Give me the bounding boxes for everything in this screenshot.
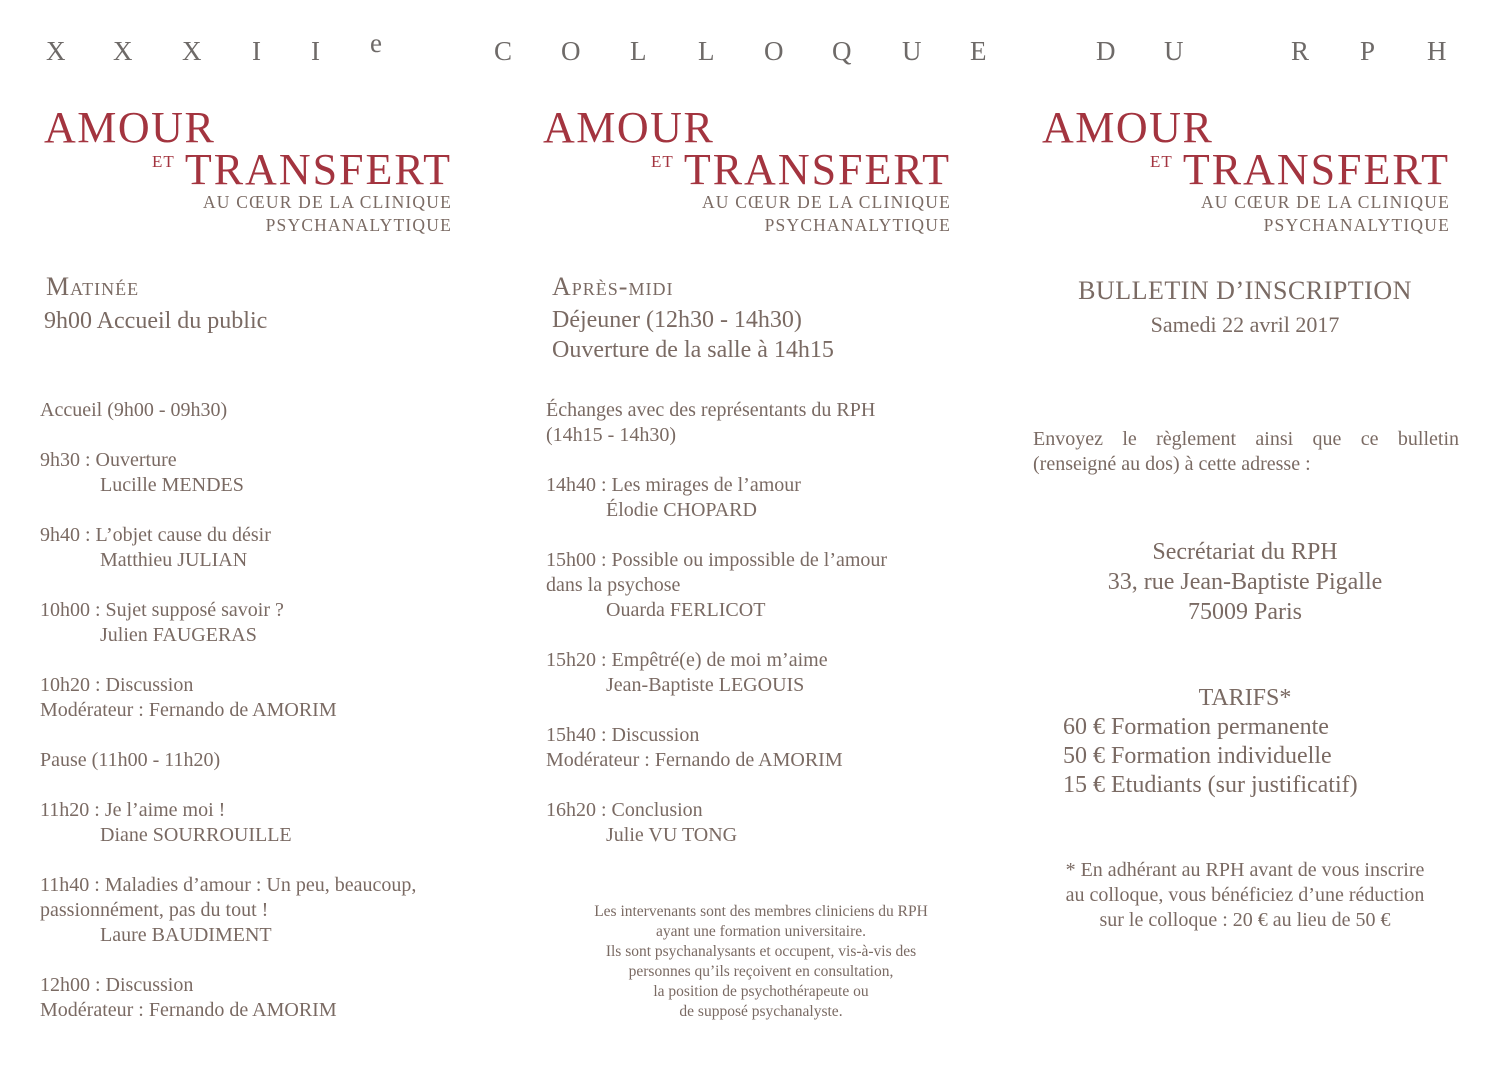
note-line: Les intervenants sont des membres cliniciens du RPH	[594, 903, 928, 920]
tarif-line: 60 € Formation permanente	[1063, 714, 1329, 740]
header-letter: I	[252, 36, 261, 66]
header-letter: X	[182, 36, 202, 66]
program-item	[40, 973, 500, 1023]
program-speaker: Lucille MENDES	[100, 474, 244, 496]
program-speaker: Julie VU TONG	[606, 824, 738, 846]
header-letter: L	[698, 36, 715, 66]
program-item	[546, 548, 986, 623]
title-amour: AMOUR	[543, 103, 715, 152]
program-item	[40, 523, 500, 573]
program-speaker: Matthieu JULIAN	[100, 549, 248, 571]
title-et: ET	[1150, 152, 1173, 171]
program-line: Pause (11h00 - 11h20)	[40, 749, 221, 771]
program-speaker: Ouarda FERLICOT	[606, 599, 766, 621]
header-letter: Q	[832, 36, 852, 66]
address-line: 33, rue Jean-Baptiste Pigalle	[1107, 569, 1383, 595]
matinee-accueil-public: 9h00 Accueil du public	[44, 308, 268, 334]
program-item	[40, 598, 500, 648]
header-letter: O	[764, 36, 784, 66]
bulletin-instructions	[1033, 427, 1459, 477]
title-block-2	[543, 103, 951, 246]
matinee-heading: Matinée	[46, 272, 140, 301]
program-line-cont: (14h15 - 14h30)	[546, 424, 676, 446]
footnote-line: * En adhérant au RPH avant de vous inscrire	[1065, 859, 1425, 881]
address-line: Secrétariat du RPH	[1152, 539, 1338, 565]
program-item	[546, 473, 986, 523]
bulletin-heading: BULLETIN D’INSCRIPTION	[1078, 276, 1412, 305]
program-item	[40, 748, 500, 773]
tarifs-heading: TARIFS*	[1198, 685, 1292, 711]
note-line: la position de psychothérapeute ou	[653, 983, 869, 1000]
program-speaker: Julien FAUGERAS	[100, 624, 257, 646]
title-et: ET	[152, 152, 175, 171]
title-subtitle-line1: AU CŒUR DE LA CLINIQUE	[701, 192, 951, 212]
title-block-1	[44, 103, 452, 246]
header-letter-superscript: e	[370, 28, 382, 58]
program-line: 9h30 : Ouverture	[40, 449, 177, 471]
tarifs-block	[1030, 684, 1460, 800]
program-line: 15h00 : Possible ou impossible de l’amour	[546, 549, 888, 571]
tarif-line: 50 € Formation individuelle	[1063, 743, 1332, 769]
title-transfert: TRANSFERT	[1182, 145, 1450, 194]
program-moderator: Modérateur : Fernando de AMORIM	[40, 699, 337, 721]
header-letter: O	[561, 36, 581, 66]
header-letter: H	[1427, 36, 1447, 66]
title-amour: AMOUR	[44, 103, 216, 152]
program-line: 9h40 : L’objet cause du désir	[40, 524, 271, 546]
program-line: Échanges avec des représentants du RPH	[546, 399, 876, 421]
header-letter: E	[970, 36, 987, 66]
program-line: 12h00 : Discussion	[40, 974, 194, 996]
apresmidi-ouverture: Ouverture de la salle à 14h15	[552, 337, 834, 363]
program-item	[40, 448, 500, 498]
program-line: 10h20 : Discussion	[40, 674, 194, 696]
header-letter: X	[113, 36, 133, 66]
title-block-3	[1042, 103, 1450, 246]
header-letter: P	[1360, 36, 1376, 66]
title-amour: AMOUR	[1042, 103, 1214, 152]
title-subtitle-line1: AU CŒUR DE LA CLINIQUE	[1200, 192, 1450, 212]
program-moderator: Modérateur : Fernando de AMORIM	[546, 749, 843, 771]
program-item	[546, 398, 986, 448]
bulletin-address	[1030, 537, 1460, 627]
header-letter: U	[1164, 36, 1184, 66]
program-line-cont: passionnément, pas du tout !	[40, 899, 269, 921]
instructions-line2: (renseigné au dos) à cette adresse :	[1033, 453, 1311, 475]
footnote-line: au colloque, vous bénéficiez d’une réduction	[1065, 884, 1425, 906]
program-item	[40, 398, 500, 423]
bulletin-header	[1030, 276, 1460, 338]
program-moderator: Modérateur : Fernando de AMORIM	[40, 999, 337, 1021]
program-line: 10h00 : Sujet supposé savoir ?	[40, 599, 284, 621]
note-line: ayant une formation universitaire.	[655, 923, 867, 940]
program-speaker: Jean-Baptiste LEGOUIS	[606, 674, 805, 696]
program-line: 16h20 : Conclusion	[546, 799, 703, 821]
title-subtitle-line1: AU CŒUR DE LA CLINIQUE	[202, 192, 452, 212]
program-item	[546, 723, 986, 773]
program-item	[40, 798, 500, 848]
program-item	[40, 873, 500, 948]
apresmidi-dejeuner: Déjeuner (12h30 - 14h30)	[552, 307, 802, 333]
program-line-cont: dans la psychose	[546, 574, 681, 596]
header-letter: X	[46, 36, 66, 66]
program-item	[546, 798, 986, 848]
program-item	[40, 673, 500, 723]
intervenants-note	[546, 902, 976, 1022]
program-line: 11h20 : Je l’aime moi !	[40, 799, 226, 821]
adhesion-footnote	[1030, 858, 1460, 933]
program-speaker: Élodie CHOPARD	[606, 499, 757, 521]
note-line: de supposé psychanalyste.	[679, 1003, 843, 1020]
instructions-line1: Envoyez le règlement ainsi que ce bulletin	[1033, 428, 1459, 450]
header-letter: D	[1096, 36, 1116, 66]
program-line: Accueil (9h00 - 09h30)	[40, 399, 228, 421]
title-transfert: TRANSFERT	[683, 145, 951, 194]
title-subtitle-line2: PSYCHANALYTIQUE	[764, 215, 951, 235]
program-speaker: Laure BAUDIMENT	[100, 924, 272, 946]
footnote-line: sur le colloque : 20 € au lieu de 50 €	[1099, 909, 1391, 931]
header-letter: L	[630, 36, 647, 66]
header-letter: U	[902, 36, 922, 66]
program-item	[546, 648, 986, 698]
program-line: 15h40 : Discussion	[546, 724, 700, 746]
bulletin-date: Samedi 22 avril 2017	[1150, 312, 1340, 337]
title-subtitle-line2: PSYCHANALYTIQUE	[265, 215, 452, 235]
program-line: 15h20 : Empêtré(e) de moi m’aime	[546, 649, 828, 671]
title-subtitle-line2: PSYCHANALYTIQUE	[1263, 215, 1450, 235]
program-line: 14h40 : Les mirages de l’amour	[546, 474, 801, 496]
header-letter: R	[1291, 36, 1310, 66]
program-line: 11h40 : Maladies d’amour : Un peu, beaucoup,	[40, 874, 417, 896]
tarif-line: 15 € Etudiants (sur justificatif)	[1063, 772, 1358, 798]
matinee-program	[40, 398, 500, 1048]
address-line: 75009 Paris	[1188, 599, 1302, 625]
note-line: Ils sont psychanalysants et occupent, vis-à-vis des	[605, 943, 917, 960]
apresmidi-program	[546, 398, 986, 873]
note-line: personnes qu’ils reçoivent en consultation,	[628, 963, 894, 980]
apresmidi-heading: Après-midi	[552, 272, 674, 301]
header-letter: C	[494, 36, 513, 66]
header-letter: I	[311, 36, 320, 66]
title-et: ET	[651, 152, 674, 171]
title-transfert: TRANSFERT	[184, 145, 452, 194]
program-speaker: Diane SOURROUILLE	[100, 824, 292, 846]
